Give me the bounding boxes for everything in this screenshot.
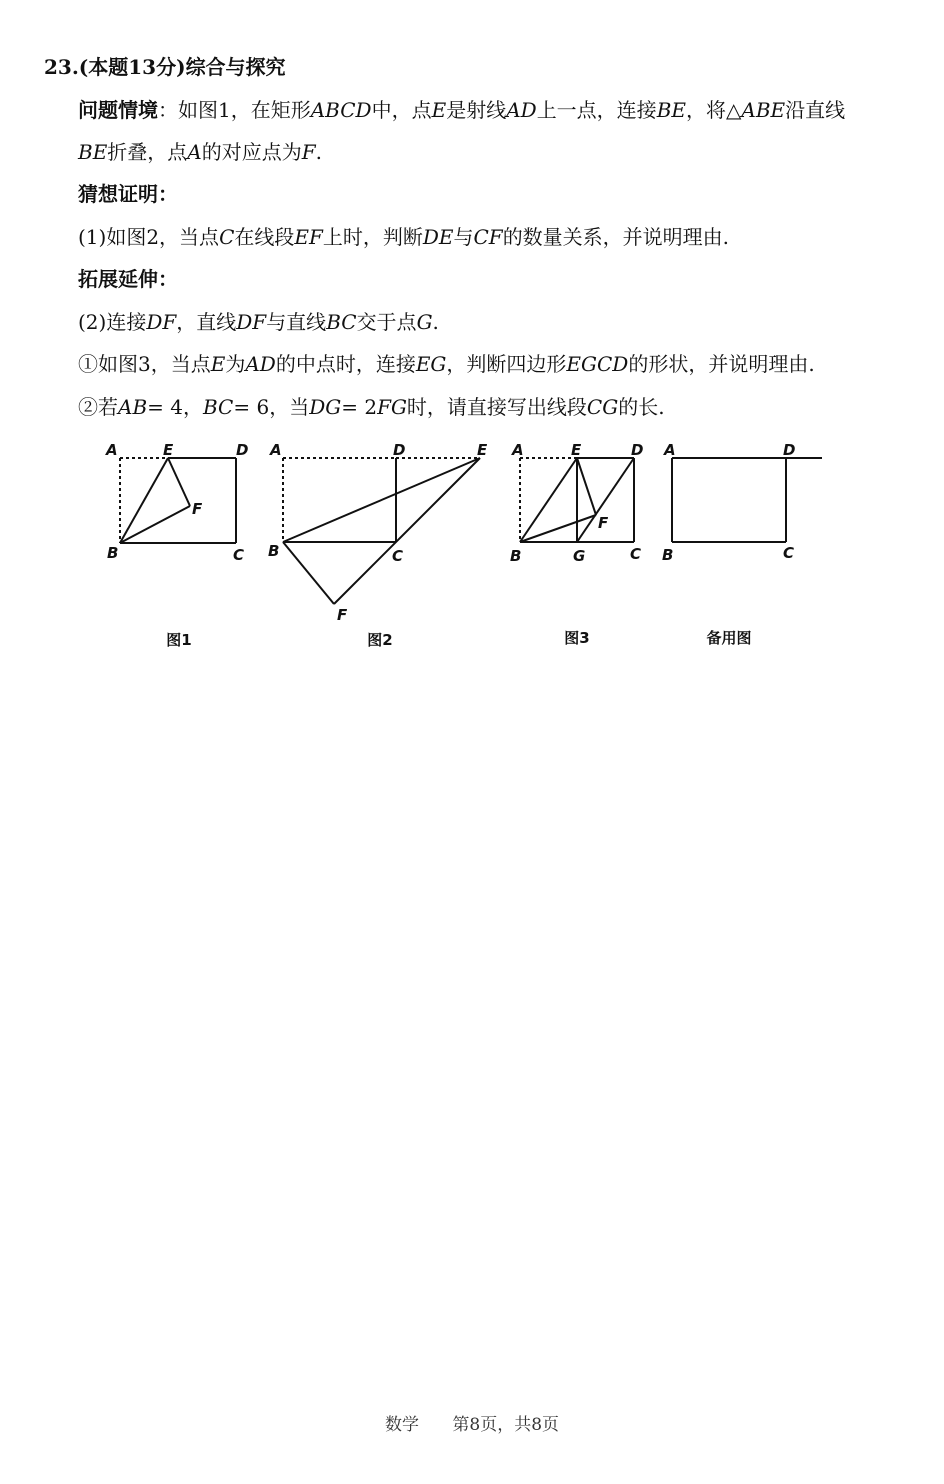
caption-fig4: 备用图 <box>706 629 752 647</box>
text: 的形状，并说明理由. <box>628 352 815 376</box>
caption-fig1: 图1 <box>166 631 192 649</box>
var: AB <box>118 395 148 419</box>
var: EG <box>415 352 447 376</box>
page-footer <box>0 1410 944 1435</box>
var: G <box>416 310 433 334</box>
text: 时，请直接写出线段 <box>406 395 587 419</box>
label-B: B <box>662 546 674 564</box>
text: ②若 <box>78 395 118 419</box>
text: 是射线 <box>446 98 507 122</box>
var: E <box>431 98 447 122</box>
label-D: D <box>236 441 249 459</box>
text: = 6，当 <box>233 395 310 419</box>
figure-2 <box>283 458 480 604</box>
var: E <box>210 352 226 376</box>
label-B: B <box>268 542 280 560</box>
label-B: B <box>510 547 522 565</box>
text: 上一点，连接 <box>536 98 657 122</box>
var: AD <box>245 352 276 376</box>
text: 沿直线 <box>785 98 846 122</box>
var: BE <box>78 140 108 164</box>
text: ，判断四边形 <box>446 352 567 376</box>
label-E: E <box>163 441 174 459</box>
text: = 4， <box>147 395 203 419</box>
segment-BF <box>520 515 596 542</box>
label-G: G <box>573 547 586 565</box>
segment-BE <box>520 458 577 542</box>
text: 为 <box>225 352 246 376</box>
footer-subject: 数学 <box>384 1415 419 1435</box>
label-A: A <box>512 441 524 459</box>
figure-1 <box>120 458 236 543</box>
var: EGCD <box>566 352 629 376</box>
text: ①如图3，当点 <box>78 352 211 376</box>
var: DE <box>422 225 454 249</box>
var: F <box>301 140 316 164</box>
caption-fig3: 图3 <box>564 629 590 647</box>
var: DG <box>309 395 342 419</box>
label-D: D <box>393 441 406 459</box>
label-C: C <box>630 545 642 563</box>
segment-EF <box>168 458 190 506</box>
var: FG <box>377 395 407 419</box>
guess-label: 猜想证明： <box>78 182 178 206</box>
var: C <box>219 225 235 249</box>
text: 的中点时，连接 <box>275 352 416 376</box>
var: DF <box>236 310 267 334</box>
var: CG <box>586 395 619 419</box>
segment-BE <box>283 458 480 542</box>
caption-fig2: 图2 <box>367 631 393 649</box>
var: EF <box>294 225 323 249</box>
text: 折叠，点 <box>107 140 188 164</box>
text: 在线段 <box>234 225 295 249</box>
segment-BF <box>283 542 334 604</box>
label-E: E <box>571 441 582 459</box>
figures <box>0 0 944 680</box>
text: 交于点 <box>356 310 417 334</box>
var: CF <box>473 225 503 249</box>
label-F: F <box>598 514 609 532</box>
text: (1)如图2，当点 <box>78 225 220 249</box>
segment-EF <box>334 458 480 604</box>
var: ABCD <box>310 98 372 122</box>
text: . <box>315 140 322 164</box>
label-A: A <box>664 441 676 459</box>
extend-label: 拓展延伸： <box>78 267 178 291</box>
var: BC <box>202 395 234 419</box>
problem-points: (本题13分) <box>78 55 186 79</box>
text: 上时，判断 <box>322 225 423 249</box>
label-E: E <box>477 441 488 459</box>
problem-number: 23. <box>44 55 79 79</box>
label-F: F <box>192 500 203 518</box>
text: 的对应点为 <box>201 140 302 164</box>
problem-section: 综合与探究 <box>185 55 286 79</box>
footer-page: 第8页，共8页 <box>452 1415 560 1435</box>
segment-EF <box>577 458 596 515</box>
label-C: C <box>783 544 795 562</box>
label-C: C <box>392 547 404 565</box>
text: . <box>432 310 439 334</box>
text: 与直线 <box>266 310 327 334</box>
label-D: D <box>783 441 796 459</box>
text: ：如图1，在矩形 <box>158 98 311 122</box>
var: DF <box>146 310 177 334</box>
var: BC <box>326 310 357 334</box>
figure-3 <box>520 458 634 542</box>
text: 的数量关系，并说明理由. <box>502 225 730 249</box>
context-label: 问题情境 <box>78 98 158 122</box>
label-D: D <box>631 441 644 459</box>
text: ，将△ <box>685 98 742 122</box>
label-A: A <box>106 441 118 459</box>
text: ，直线 <box>176 310 237 334</box>
text: (2)连接 <box>78 310 147 334</box>
text: 与 <box>453 225 474 249</box>
var: AD <box>506 98 537 122</box>
label-F: F <box>337 606 348 624</box>
text: 的长. <box>618 395 665 419</box>
text: = 2 <box>341 395 378 419</box>
label-C: C <box>233 546 245 564</box>
var: BE <box>656 98 686 122</box>
text: 中，点 <box>371 98 432 122</box>
label-A: A <box>270 441 282 459</box>
figure-4 <box>672 458 822 542</box>
label-B: B <box>107 544 119 562</box>
var: A <box>187 140 202 164</box>
var: ABE <box>741 98 786 122</box>
